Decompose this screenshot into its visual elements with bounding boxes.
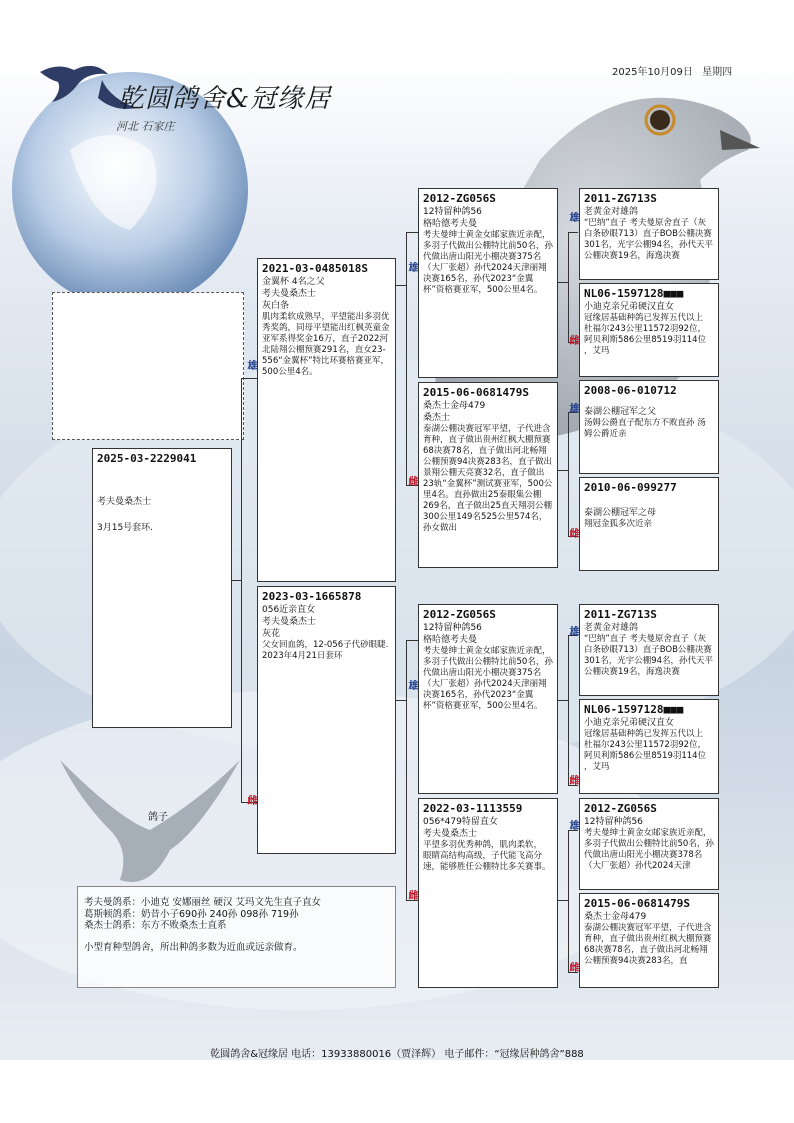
connector [406, 900, 418, 901]
dds-sex: 雄 [567, 820, 578, 830]
dam-line1: 056近亲直女 [262, 605, 316, 615]
dam-line5: 2023年4月21日套环 [262, 651, 343, 661]
sds-ring: 2008-06-010712 [584, 384, 677, 397]
ds-sex: 雄 [406, 680, 417, 690]
dss-ring: 2011-ZG713S [584, 608, 657, 621]
dam-ring: 2023-03-1665878 [262, 590, 362, 603]
subject-card[interactable] [92, 448, 232, 728]
ds-ring: 2012-ZG056S [423, 608, 496, 621]
sire-line2: 考夫曼桑杰士 [262, 289, 317, 299]
sdd-ring: 2010-06-099277 [584, 481, 677, 494]
connector [568, 232, 578, 233]
subject-line1: 考夫曼桑杰士 [97, 497, 152, 507]
sire-ring: 2021-03-0485018S [262, 262, 368, 275]
dd-line2: 考夫曼桑杰士 [423, 829, 478, 839]
connector [396, 285, 406, 286]
dss-sex: 雄 [567, 626, 578, 636]
ss-line1: 12特留种鸽56 [423, 207, 482, 217]
dam-card[interactable] [257, 586, 396, 854]
sdd-sex: 雌 [567, 528, 578, 538]
dam-line4: 父女回血鸽，12-056子代砂眼睫. [262, 640, 389, 650]
connector [568, 830, 569, 972]
sss-ring: 2011-ZG713S [584, 192, 657, 205]
notes-line4: 小型育种型鸽舍，所出种鸽多数为近血或远亲做育。 [84, 941, 303, 953]
ss-line2: 格哈德考夫曼 [423, 219, 478, 229]
sd-sex: 雌 [406, 476, 417, 486]
sire-line1: 金翼杯 4名之父 [262, 277, 325, 287]
dam-sex: 雌 [245, 795, 256, 805]
dsd-line1: 小迪克亲兄弟硬汉直女 [584, 718, 675, 728]
sds-sex: 雄 [567, 403, 578, 413]
connector [396, 700, 406, 701]
ds-card[interactable] [418, 604, 558, 794]
connector [406, 640, 407, 900]
dds-card[interactable] [579, 798, 719, 890]
ddd-card[interactable] [579, 893, 719, 988]
dsd-ring: NL06-1597128■■■ [584, 703, 684, 716]
ss-desc: 考夫曼绅士黄金女邮家族近亲配，多羽子代做出公棚特比前50名，孙代做出唐山阳光小棚决赛375名（大厂张超）孙代2024天津丽翔决赛165名，孙代2023“金翼杯”资格赛亚军，500公里4名。 [423, 230, 553, 295]
sd-desc: 泰湖公棚决赛冠军平望，子代进含育种，直子做出贵州红枫大棚预赛68决赛78名，直子做出河北畅翔公棚预赛94决赛283名，直子做出景翔公棚天亮赛32名，直子做出23轨“金翼杯”测试赛亚军，500公里4名。直孙做出25泰眼集公棚269名，直子做出25直天翔羽公棚300公里149名525公里574名，孙女做出 [423, 424, 553, 533]
sd-line1: 桑杰士金母479 [423, 401, 486, 411]
ds-desc: 考夫曼绅士黄金女邮家族近亲配，多羽子代做出公棚特比前50名，孙代做出唐山阳光小棚决赛375名（大厂张超）孙代2024天津丽翔决赛165名，孙代2023“金翼杯”资格赛亚军，500公里4名。 [423, 646, 553, 711]
connector [241, 378, 242, 802]
connector [558, 470, 568, 471]
dam-line2: 考夫曼桑杰士 [262, 617, 317, 627]
connector [568, 972, 578, 973]
dd-desc: 平望多羽优秀种鸽，肌肉柔软， 眼睛高结构高级，子代能飞高分速，能够胜任公棚特比多关赛事。 [423, 840, 551, 872]
connector [558, 900, 568, 901]
sdd-card[interactable] [579, 477, 719, 571]
sd-ring: 2015-06-0681479S [423, 386, 529, 399]
connector [568, 785, 578, 786]
connector [568, 635, 569, 785]
dds-line1: 12特留种鸽56 [584, 817, 643, 827]
sdd-desc: 翔冠金狐多次近亲 [584, 519, 653, 529]
connector [241, 378, 257, 379]
connector [231, 580, 241, 581]
dsd-desc: 冠缘居基础种鸽已发挥五代以上 杜福尔243公里11572羽92位，阿贝利斯586公里8519羽114位 ，艾玛 [584, 729, 707, 772]
dam-line3: 灰花 [262, 629, 281, 639]
sd-card[interactable] [418, 382, 558, 568]
dd-sex: 雌 [406, 890, 417, 900]
connector [568, 232, 569, 342]
notes-line2: 葛斯顿鸽系：奶昔小子690孙 240孙 098孙 719孙 [84, 908, 299, 920]
ssd-sex: 雌 [567, 335, 578, 345]
ddd-sex: 雌 [567, 962, 578, 972]
connector [558, 282, 568, 283]
sds-line1: 泰湖公棚冠军之父 [584, 407, 657, 417]
ssd-line1: 小迪克亲兄弟硬汉直女 [584, 302, 675, 312]
connector [406, 640, 418, 641]
brand-title: 乾圆鸽舍&冠缘居 [118, 84, 332, 114]
date-line [612, 63, 732, 78]
sire-card[interactable] [257, 258, 396, 582]
brand-location: 河北 石家庄 [116, 120, 175, 133]
ds-line2: 格哈德考夫曼 [423, 635, 478, 645]
notes-panel [77, 886, 396, 988]
sire-line3: 灰白条 [262, 301, 290, 311]
pigeon-label: 鸽子 [148, 812, 168, 823]
dss-line1: 老黄金对雄鸽 [584, 623, 639, 633]
connector [558, 700, 568, 701]
weekday: 星期四 [702, 67, 733, 78]
dds-desc: 考夫曼绅士黄金女邮家族近亲配，多羽子代做出公棚特比前50名，孙代做出唐山阳光小棚决赛378名（大厂张超）孙代2024天津 [584, 828, 714, 871]
sss-sex: 雄 [567, 212, 578, 222]
ss-ring: 2012-ZG056S [423, 192, 496, 205]
dss-desc: “巴纳”直子 考夫曼原舍直子（灰白条砂眼713）直子BOB公棚决赛301名，光宇公棚94名，孙代天平公棚决赛19名，海逸决赛 [584, 634, 714, 677]
ss-card[interactable] [418, 188, 558, 378]
sire-desc: 肌肉柔软成熟早，平望能出多羽优秀奖鸽，同母平望能出红枫英童金亚军系得奖金16万，直子2022河北陆翔公棚预赛291名，直女23-556“金翼杯”特比环赛格赛亚军，500公里4名。 [262, 312, 390, 377]
footer: 乾圆鸽舍&冠缘居 电话：13933880016（贾泽辉） 电子邮件：“冠缘居种鸽舍”888 [210, 1049, 584, 1060]
dsd-sex: 雌 [567, 775, 578, 785]
photo-placeholder[interactable] [52, 292, 244, 440]
ddd-desc: 泰湖公棚决赛冠军平望，子代进含育种，直子做出贵州红枫大棚预赛68决赛78名，直子做出河北畅翔公棚预赛94决赛283名，直 [584, 923, 712, 966]
subject-ring: 2025-03-2229041 [97, 452, 197, 465]
subject-line2: 3月15号套环. [97, 523, 154, 533]
dd-card[interactable] [418, 798, 558, 988]
ddd-line1: 桑杰士金母479 [584, 912, 647, 922]
sss-card[interactable] [579, 188, 719, 280]
dsd-card[interactable] [579, 699, 719, 794]
dd-ring: 2022-03-1113559 [423, 802, 523, 815]
sds-card[interactable] [579, 380, 719, 474]
dss-card[interactable] [579, 604, 719, 696]
dd-line1: 056*479特留直女 [423, 817, 498, 827]
date: 2025年10月09日 [612, 67, 693, 78]
ssd-desc: 冠缘居基础种鸽已发挥五代以上 杜福尔243公里11572羽92位，阿贝利斯586公里8519羽114位 ，艾玛 [584, 313, 707, 356]
connector [568, 412, 569, 536]
sss-line1: 老黄金对雄鸽 [584, 207, 639, 217]
ddd-ring: 2015-06-0681479S [584, 897, 690, 910]
sds-desc: 汤姆公爵直子配东方不败直孙 汤姆公爵近亲 [584, 418, 706, 439]
notes-line3: 桑杰士鸽系：东方不败桑杰士直系 [84, 920, 227, 931]
ssd-card[interactable] [579, 283, 719, 377]
connector [406, 232, 418, 233]
ssd-ring: NL06-1597128■■■ [584, 287, 684, 300]
notes-line1: 考夫曼鸽系：小迪克 安娜丽丝 硬汉 艾玛文先生直子直女 [84, 897, 322, 908]
sire-sex: 雄 [245, 360, 256, 370]
sss-desc: “巴纳”直子 考夫曼原舍直子（灰白条砂眼713）直子BOB公棚决赛301名，光宇公棚94名，孙代天平公棚决赛19名，海逸决赛 [584, 218, 714, 261]
ss-sex: 雄 [406, 262, 417, 272]
dds-ring: 2012-ZG056S [584, 802, 657, 815]
sd-line2: 桑杰士 [423, 413, 451, 423]
ds-line1: 12特留种鸽56 [423, 623, 482, 633]
sdd-line1: 泰湖公棚冠军之母 [584, 508, 657, 518]
connector [568, 830, 578, 831]
